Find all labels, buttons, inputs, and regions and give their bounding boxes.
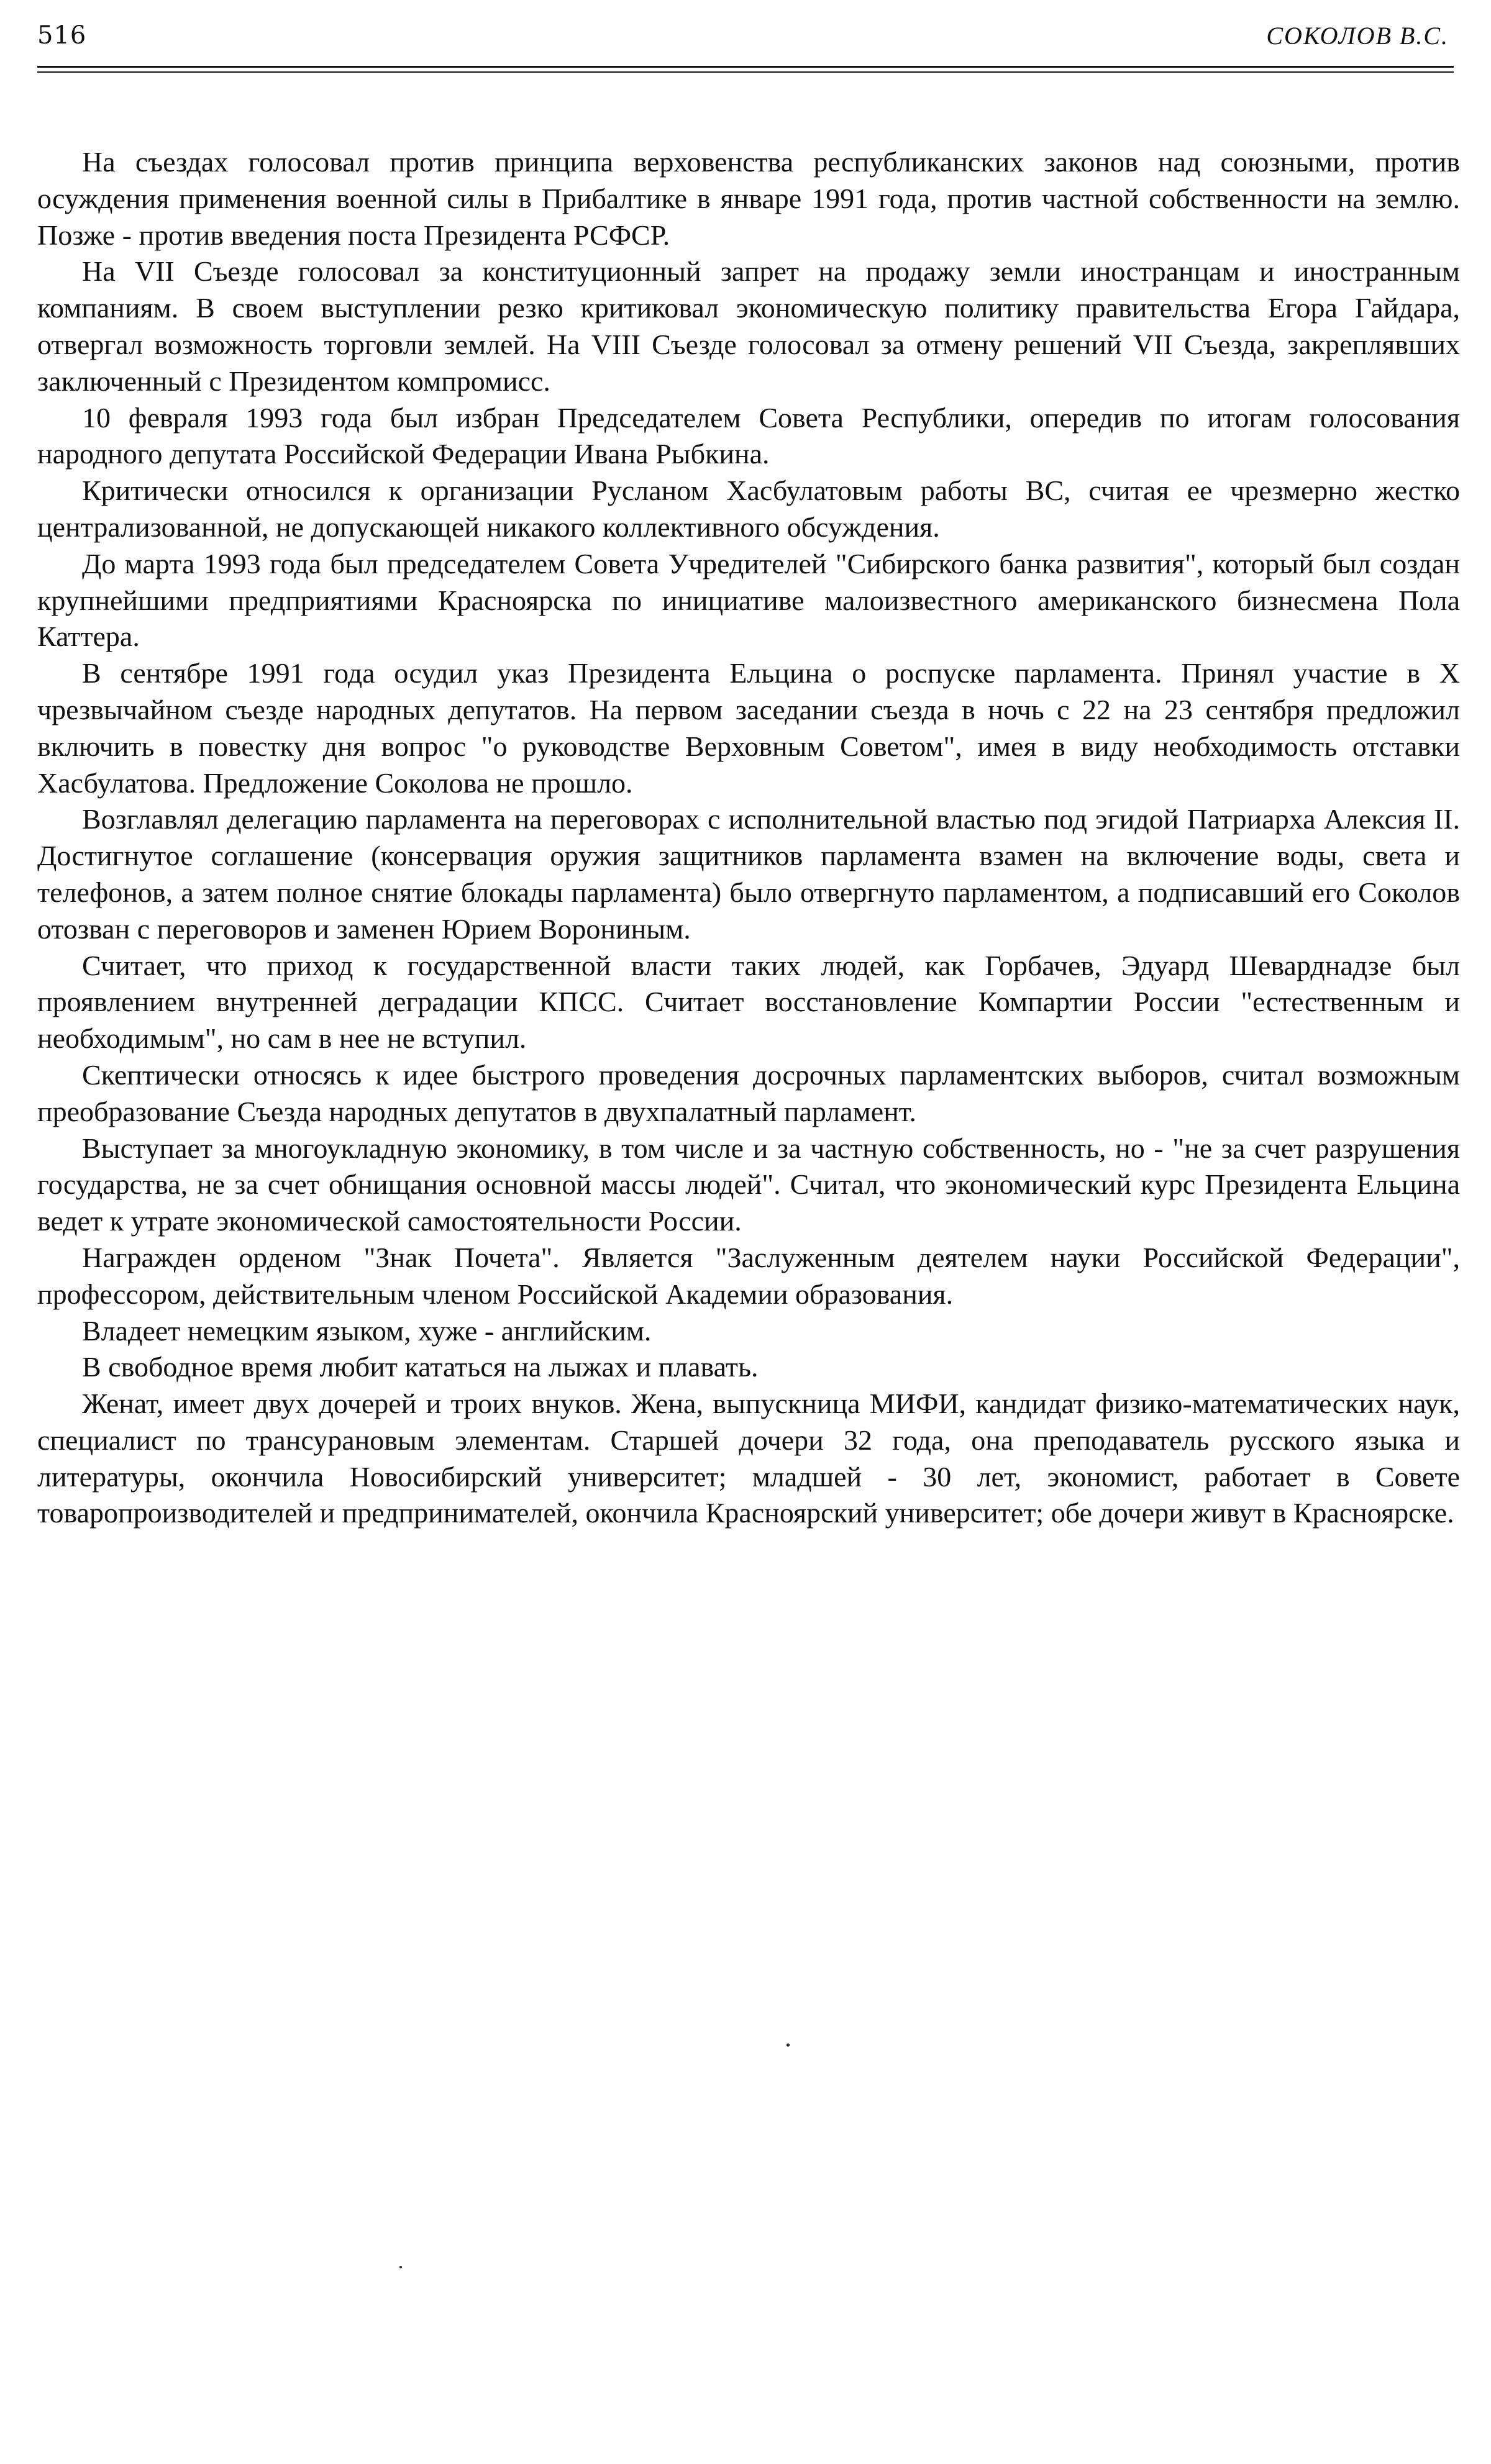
paragraph: Критически относился к организации Русланом Хасбулатовым работы ВС, считая ее чрезмерно жестко централизованной, не допускающей никакого коллективного обсуждения. (37, 475, 1460, 543)
paragraph: Считает, что приход к государственной власти таких людей, как Горбачев, Эдуард Шеварднадзе был проявлением внутренней деградации КПСС. Считает восстановление Компартии России "естественным и необходимым", но сам в нее не вступил. (37, 949, 1460, 1055)
page-number: 516 (37, 21, 87, 50)
paragraph: Скептически относясь к идее быстрого проведения досрочных парламентских выборов, считал возможным преобразование Съезда народных депутатов в двухпалатный парламент. (37, 1058, 1460, 1127)
paragraph: Выступает за многоукладную экономику, в том числе и за частную собственность, но - "не за счет разрушения государства, не за счет обнищания основной массы людей". Считал, что экономический курс Президента Ельцина ведет к утрате экономической самостоятельности России. (37, 1132, 1460, 1237)
paragraph: До марта 1993 года был председателем Совета Учредителей "Сибирского банка развития", который был создан крупнейшими предприятиями Красноярска по инициативе малоизвестного американского бизнесмена Пола Каттера. (37, 547, 1460, 653)
paragraph: На съездах голосовал против принципа верховенства республиканских законов над союзными, против осуждения применения военной силы в Прибалтике в январе 1991 года, против частной собственности на землю. Позже - против введения поста Президента РСФСР. (37, 146, 1460, 251)
scan-speck (787, 2043, 790, 2047)
running-header (37, 21, 1449, 56)
paragraph: Возглавлял делегацию парламента на переговорах с исполнительной властью под эгидой Патриарха Алексия II. Достигнутое соглашение (консервация оружия защитников парламента взамен на включение воды, света и телефонов, а затем полное снятие блокады парламента) было отвергнуто парламентом, а подписавший его Соколов отозван с переговоров и заменен Юрием Ворониным. (37, 803, 1460, 945)
paragraph: В сентябре 1991 года осудил указ Президента Ельцина о роспуске парламента. Принял участие в X чрезвычайном съезде народных депутатов. На первом заседании съезда в ночь с 22 на 23 сентября предложил включить в повестку дня вопрос "о руководстве Верховным Советом", имея в виду необходимость отставки Хасбулатова. Предложение Соколова не прошло. (37, 657, 1460, 799)
paragraph: На VII Съезде голосовал за конституционный запрет на продажу земли иностранцам и иностранным компаниям. В своем выступлении резко критиковал экономическую политику правительства Егора Гайдара, отвергал возможность торговли землей. На VIII Съезде голосовал за отмену решений VII Съезда, закреплявших заключенный с Президентом компромисс. (37, 255, 1460, 397)
header-rule-thin (37, 71, 1454, 73)
running-title: СОКОЛОВ В.С. (1266, 22, 1449, 50)
paragraph: В свободное время любит кататься на лыжах и плавать. (82, 1351, 759, 1383)
header-rule-thick (37, 66, 1454, 68)
scan-speck (399, 2266, 402, 2268)
paragraph: 10 февраля 1993 года был избран Председателем Совета Республики, опередив по итогам голосования народного депутата Российской Федерации Ивана Рыбкина. (37, 401, 1460, 470)
paragraph: Женат, имеет двух дочерей и троих внуков. Жена, выпускница МИФИ, кандидат физико-математических наук, специалист по трансурановым элементам. Старшей дочери 32 года, она преподаватель русского языка и литературы, окончила Новосибирский университет; младшей - 30 лет, экономист, работает в Совете товаропроизводителей и предпринимателей, окончила Красноярский университет; обе дочери живут в Красноярске. (37, 1388, 1460, 1529)
paragraph: Владеет немецким языком, хуже - английским. (82, 1314, 652, 1347)
paragraph: Награжден орденом "Знак Почета". Является "Заслуженным деятелем науки Российской Федерации", профессором, действительным членом Российской Академии образования. (37, 1241, 1460, 1310)
body-text (37, 144, 1460, 1532)
